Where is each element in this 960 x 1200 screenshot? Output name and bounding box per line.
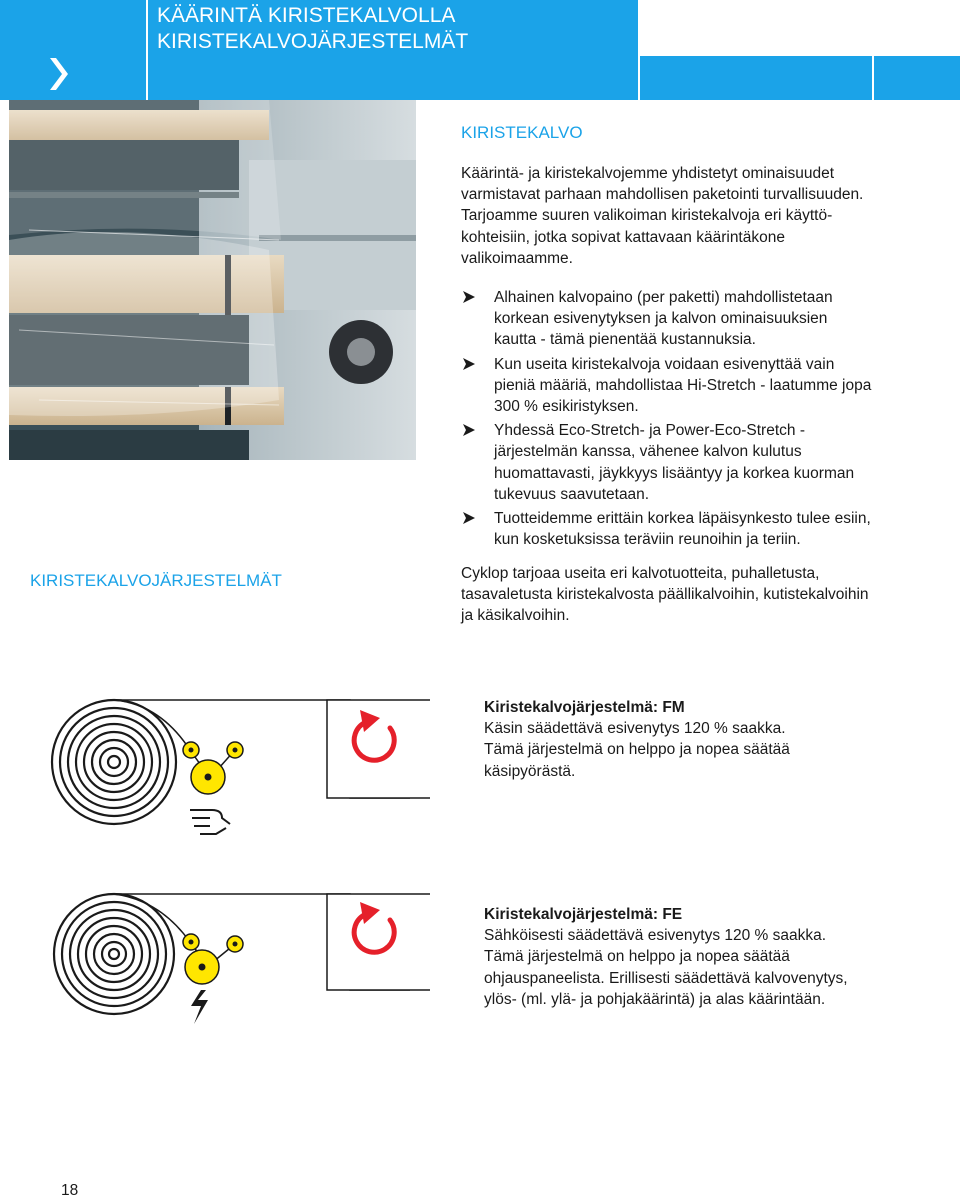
roller-small-icon bbox=[227, 936, 243, 952]
header-divider bbox=[872, 56, 874, 100]
bullet-item bbox=[462, 420, 942, 505]
system-fe-line: ohjauspaneelista. Erillisesti säädettävä kalvovenytys, bbox=[484, 969, 848, 987]
bullet-line: Kun useita kiristekalvoja voidaan esivenyttää vain bbox=[494, 355, 835, 373]
header-divider bbox=[638, 56, 640, 100]
bullet-line: kautta - tämä pienentää kustannuksia. bbox=[494, 331, 756, 349]
system-fe-line: Sähköisesti säädettävä esivenytys 120 % saakka. bbox=[484, 927, 827, 945]
control-panel-box bbox=[327, 700, 430, 798]
bullet-item bbox=[462, 287, 942, 351]
bullet-line: korkean esivenytyksen ja kalvon ominaisuuksien bbox=[494, 310, 828, 328]
lightning-icon bbox=[191, 990, 208, 1024]
arrowhead-bullet-icon bbox=[462, 511, 476, 525]
arrowhead-bullet-icon bbox=[462, 290, 476, 304]
section-heading-kiristekalvo: KIRISTEKALVO bbox=[461, 123, 583, 142]
feature-bullet-list bbox=[462, 287, 942, 553]
film-roll-icon bbox=[52, 700, 176, 824]
intro-line: tasavaletusta kiristekalvosta päällikalvoihin, kutistekalvoihin bbox=[461, 586, 869, 604]
intro-line: ja käsikalvoihin. bbox=[461, 607, 570, 625]
intro-line: Tarjoamme suuren valikoiman kiristekalvoja eri käyttö- bbox=[461, 207, 833, 225]
system-fm-diagram bbox=[50, 692, 430, 842]
bullet-line: Alhainen kalvopaino (per paketti) mahdollistetaan bbox=[494, 289, 833, 306]
roller-small-icon bbox=[227, 742, 243, 758]
intro-line: varmistavat parhaan mahdollisen paketointi turvallisuuden. bbox=[461, 186, 864, 204]
roller-large-icon bbox=[191, 760, 225, 794]
roller-large-icon bbox=[185, 950, 219, 984]
page-title-line-1: KÄÄRINTÄ KIRISTEKALVOLLA bbox=[157, 4, 456, 27]
system-fe-line: ylös- (ml. ylä- ja pohjakäärintä) ja alas käärintään. bbox=[484, 990, 826, 1008]
intro-line: kohteisiin, jotka sopivat kattavaan käärintäkone bbox=[461, 228, 785, 246]
roller-small-icon bbox=[183, 934, 199, 950]
page-number: 18 bbox=[61, 1182, 79, 1199]
page-title-line-2: KIRISTEKALVOJÄRJESTELMÄT bbox=[157, 30, 469, 53]
section-heading-systems: KIRISTEKALVOJÄRJESTELMÄT bbox=[30, 571, 282, 590]
header-strip bbox=[148, 56, 960, 100]
intro-line: Cyklop tarjoaa useita eri kalvotuotteita, puhalletusta, bbox=[461, 565, 820, 582]
bullet-line: huomattavasti, jäykkyys lisääntyy ja korkea kuorman bbox=[494, 464, 855, 482]
arrowhead-bullet-icon bbox=[462, 357, 476, 371]
intro-line: Käärintä- ja kiristekalvojemme yhdistetyt ominaisuudet bbox=[461, 165, 835, 182]
bullet-line: Tuotteidemme erittäin korkea läpäisynkesto tulee esiin, bbox=[494, 510, 871, 528]
bullet-line: tukevuus saavutetaan. bbox=[494, 485, 650, 503]
roller-small-icon bbox=[183, 742, 199, 758]
system-fm-line: käsipyörästä. bbox=[484, 762, 576, 780]
bullet-line: kun kosketuksissa teräviin reunoihin ja teriin. bbox=[494, 531, 801, 549]
chevron-right-icon bbox=[44, 54, 74, 94]
bullet-line: pieniä määriä, mahdollistaa Hi-Stretch - laatumme jopa bbox=[494, 376, 872, 394]
system-fm-text bbox=[484, 697, 790, 782]
film-roll-icon bbox=[54, 894, 174, 1014]
system-fe-line: Tämä järjestelmä on helppo ja nopea säätää bbox=[484, 948, 790, 966]
page-title bbox=[157, 3, 468, 55]
hand-icon bbox=[190, 810, 230, 834]
system-fe-diagram bbox=[50, 890, 430, 1030]
system-fm-title: Kiristekalvojärjestelmä: FM bbox=[484, 699, 685, 716]
bullet-line: Yhdessä Eco-Stretch- ja Power-Eco-Stretch - bbox=[494, 422, 805, 440]
systems-intro bbox=[461, 563, 869, 627]
intro-line: valikoimaamme. bbox=[461, 249, 573, 267]
kiristekalvo-intro bbox=[461, 163, 863, 269]
bullet-line: järjestelmän kanssa, vähenee kalvon kulutus bbox=[494, 443, 802, 461]
bullet-item bbox=[462, 354, 942, 418]
bullet-line: 300 % esikiristyksen. bbox=[494, 398, 639, 416]
arrowhead-bullet-icon bbox=[462, 423, 476, 437]
bullet-item bbox=[462, 508, 942, 550]
system-fm-line: Tämä järjestelmä on helppo ja nopea säätää bbox=[484, 741, 790, 759]
system-fe-text bbox=[484, 904, 848, 1010]
pallet-wrap-photo bbox=[9, 100, 416, 460]
system-fm-line: Käsin säädettävä esivenytys 120 % saakka. bbox=[484, 720, 786, 738]
control-panel-box bbox=[327, 894, 430, 990]
system-fe-title: Kiristekalvojärjestelmä: FE bbox=[484, 906, 683, 923]
